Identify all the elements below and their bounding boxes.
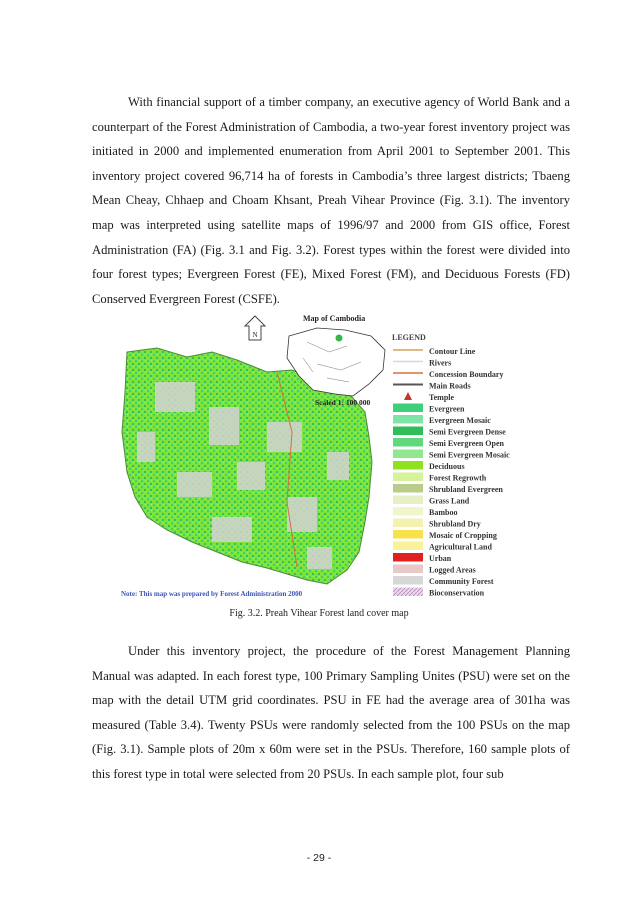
legend-item (393, 553, 452, 563)
legend-swatch (404, 392, 412, 400)
legend-item (393, 382, 471, 391)
legend-item (393, 427, 506, 437)
legend-label: Semi Evergreen Open (429, 439, 504, 448)
legend-label: Forest Regrowth (429, 473, 487, 483)
legend-item (393, 565, 476, 575)
legend-swatch (393, 553, 423, 562)
legend-swatch (393, 461, 423, 470)
legend-title: LEGEND (392, 333, 426, 342)
map-legend (392, 333, 510, 598)
legend-item (393, 404, 465, 414)
legend-label: Community Forest (429, 577, 494, 586)
legend-label: Evergreen Mosaic (429, 416, 491, 425)
map-scale: Scaled 1: 100 000 (315, 398, 371, 407)
legend-swatch (393, 484, 423, 493)
paragraph-intro-text: With financial support of a timber company, an executive agency of World Bank and a counterpart of the Forest Administration of Cambodia, a two-year forest inventory project was initiated in 2000 and implemented enumeration from April 2001 to September 2001. This inventory project covered 96,714 ha of forests in Cambodia’s three largest districts; Tbaeng Mean Cheay, Chhaep and Choam Khsant, Preah Vihear Province (Fig. 3.1). The inventory map was interpreted using satellite maps of 1996/97 and 2000 from GIS office, Forest Administration (FA) (Fig. 3.1 and Fig. 3.2). Forest types within the forest were divided into four forest types; Evergreen Forest (FE), Mixed Forest (FM), and Deciduous Forests (FD) Conserved Evergreen Forest (CSFE). (92, 95, 570, 306)
paragraph-intro (92, 90, 570, 311)
legend-swatch (393, 507, 423, 516)
legend-swatch (393, 473, 423, 482)
legend-item (393, 496, 470, 506)
legend-label: Bamboo (429, 508, 458, 517)
legend-swatch (393, 450, 423, 459)
legend-swatch (393, 588, 423, 597)
legend-label: Agricultural Land (429, 542, 492, 552)
legend-swatch (393, 438, 423, 447)
legend-item (393, 576, 494, 586)
legend-swatch (393, 496, 423, 505)
legend-swatch (393, 576, 423, 585)
legend-item (393, 588, 485, 598)
legend-label: Shrubland Evergreen (429, 485, 503, 494)
legend-item (393, 359, 451, 368)
land-cover-map-figure (117, 312, 547, 604)
map-note: Note: This map was prepared by Forest Administration 2000 (121, 590, 303, 598)
legend-label: Mosaic of Cropping (429, 531, 497, 540)
legend-item (393, 415, 491, 425)
legend-swatch (393, 427, 423, 436)
legend-label: Deciduous (429, 462, 465, 471)
legend-item (393, 507, 457, 517)
legend-item (393, 370, 503, 379)
paragraph-procedure (92, 639, 570, 787)
legend-swatch (393, 542, 423, 551)
legend-item (393, 519, 481, 529)
legend-item (393, 461, 465, 471)
legend-label: Concession Boundary (429, 370, 504, 379)
north-label: N (252, 331, 258, 339)
land-cover-map (117, 312, 547, 604)
legend-item (393, 450, 510, 460)
legend-label: Semi Evergreen Mosaic (429, 450, 510, 460)
inset-title: Map of Cambodia (303, 314, 366, 323)
legend-label: Bioconservation (429, 588, 485, 598)
legend-swatch (393, 519, 423, 528)
legend-item (404, 392, 454, 402)
legend-label: Evergreen (429, 404, 465, 414)
legend-item (393, 347, 476, 356)
legend-label: Rivers (429, 358, 452, 368)
legend-item (393, 473, 487, 483)
figure-caption: Fig. 3.2. Preah Vihear Forest land cover map (229, 608, 409, 619)
legend-label: Urban (429, 554, 452, 563)
page-number: - 29 - (306, 852, 332, 864)
legend-item (393, 484, 503, 494)
paragraph-procedure-text: Under this inventory project, the procedure of the Forest Management Planning Manual was adapted. In each forest type, 100 Primary Sampling Unites (PSU) were set on the map with the detail UTM grid coordinates. PSU in FE had the average area of 301ha was measured (Table 3.4). Twenty PSUs were randomly selected from the 100 PSUs on the map (Fig. 3.1). Sample plots of 20m x 60m were set in the PSUs. Therefore, 160 sample plots of this forest type in total were selected from 20 PSUs. In each sample plot, four sub (92, 644, 570, 781)
legend-label: Logged Areas (429, 565, 476, 575)
legend-swatch (393, 530, 423, 539)
legend-item (393, 438, 505, 448)
legend-swatch (393, 565, 423, 574)
legend-swatch (393, 415, 423, 424)
legend-label: Shrubland Dry (429, 519, 481, 529)
legend-label: Main Roads (429, 381, 471, 391)
legend-label: Grass Land (429, 496, 470, 506)
north-arrow-icon (245, 316, 265, 340)
legend-item (393, 530, 497, 540)
legend-label: Contour Line (429, 347, 476, 356)
legend-item (393, 542, 492, 552)
legend-swatch (393, 404, 423, 413)
legend-label: Temple (429, 393, 455, 402)
legend-label: Semi Evergreen Dense (429, 427, 506, 437)
